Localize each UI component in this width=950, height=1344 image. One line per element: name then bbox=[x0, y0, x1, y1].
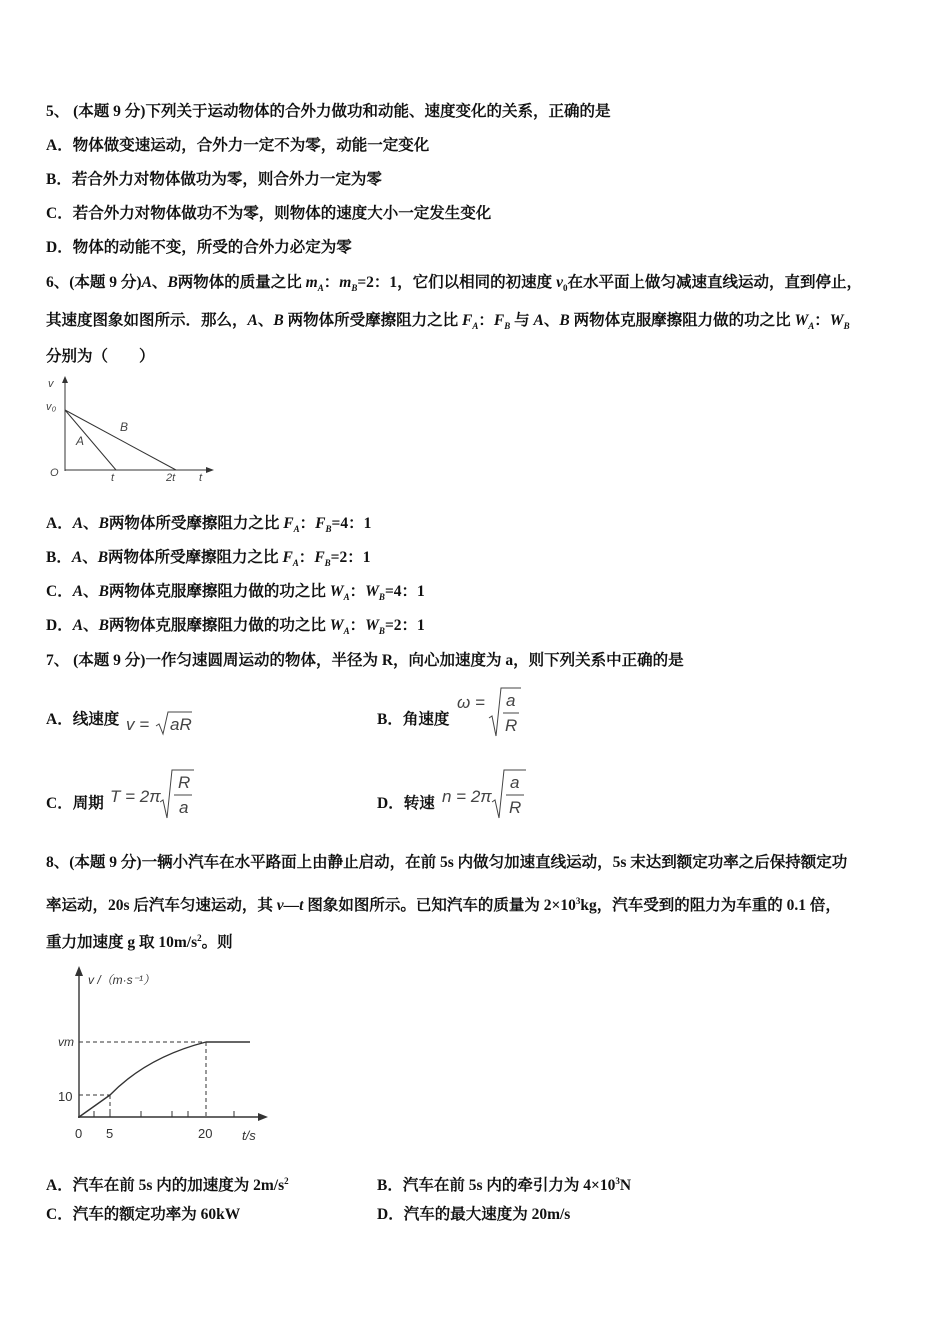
q6-option-a: A．A、B两物体所受摩擦阻力之比 $F_A$：$F_B=4$：1 bbox=[46, 515, 372, 535]
q7-option-b-label: B．角速度 bbox=[377, 711, 450, 728]
q8-option-d: D．汽车的最大速度为 20m/s bbox=[377, 1206, 571, 1223]
q6-stem-line2: 其速度图象如图所示．那么，A、B 两物体所受摩擦阻力之比 $F_A$：$F_B$ 与 A、B 两物体克服摩擦阻力做的功之比 $W_A$：$W_B$ bbox=[46, 312, 850, 332]
q5-option-a: A．物体做变速运动，合外力一定不为零，动能一定变化 bbox=[46, 137, 430, 154]
q7-option-d-label: D．转速 bbox=[377, 795, 435, 812]
q6-origin-label: O bbox=[50, 467, 59, 479]
q6-2t-tick-label: 2t bbox=[166, 472, 176, 484]
q8-stem-line3: 重力加速度 g 取 $10m/s^2$。则 bbox=[46, 933, 233, 952]
q7-c-lhs: T = 2π bbox=[110, 787, 161, 806]
q7-a-radicand: aR bbox=[170, 715, 192, 734]
q8-20-label: 20 bbox=[198, 1126, 213, 1141]
q6-v-axis-arrow bbox=[62, 376, 68, 383]
q7-c-denominator: a bbox=[179, 798, 189, 817]
q5-stem: 5、 (本题 9 分)下列关于运动物体的合外力做功和动能、速度变化的关系，正确的是 bbox=[46, 103, 611, 120]
q8-option-c: C．汽车的额定功率为 60kW bbox=[46, 1206, 241, 1223]
q6-velocity-graph bbox=[44, 373, 219, 485]
q7-a-lhs: v = bbox=[126, 715, 150, 734]
q8-0-label: 0 bbox=[75, 1126, 83, 1141]
q7-b-lhs: ω = bbox=[457, 693, 485, 712]
q6-stem-line3: 分别为（ ） bbox=[46, 348, 155, 365]
q8-t-axis-arrow bbox=[258, 1113, 268, 1121]
q7-d-denominator: R bbox=[509, 798, 522, 817]
q6-v-label: v bbox=[48, 378, 54, 390]
q8-option-b: B．汽车在前 5s 内的牵引力为 $4\times 10^3N$ bbox=[377, 1176, 632, 1195]
q7-option-d-formula bbox=[440, 766, 540, 822]
q7-option-c-label: C．周期 bbox=[46, 795, 104, 812]
q8-10-label: 10 bbox=[58, 1089, 73, 1104]
q7-d-lhs: n = 2π bbox=[442, 787, 492, 806]
q6-t-axis-arrow bbox=[206, 467, 214, 473]
q8-stem-line1: 8、(本题 9 分)一辆小汽车在水平路面上由静止启动，在前 5s 内做匀加速直线运动，5s 末达到额定功率之后保持额定功 bbox=[46, 854, 848, 871]
q8-5-label: 5 bbox=[106, 1126, 114, 1141]
q6-option-b: B．A、B两物体所受摩擦阻力之比 $F_A$：$F_B=2$：1 bbox=[46, 549, 371, 569]
q8-y-axis-label: v /（m·s⁻¹） bbox=[88, 973, 155, 987]
q6-stem-line1: 6、(本题 9 分)A、B两物体的质量之比 $m_A$：$m_B=2$：1，它们以相同的初速度 $v_0$在水平面上做匀减速直线运动，直到停止， bbox=[46, 274, 862, 294]
q6-line-a-label: A bbox=[76, 434, 85, 448]
q6-line-b-label: B bbox=[120, 420, 129, 434]
q8-v-axis-arrow bbox=[75, 966, 83, 976]
q7-stem: 7、 (本题 9 分)一作匀速圆周运动的物体，半径为 R，向心加速度为 a，则下列关系中正确的是 bbox=[46, 652, 684, 669]
q8-option-a: A．汽车在前 5s 内的加速度为 $2m/s^2$ bbox=[46, 1176, 289, 1195]
q7-b-numerator: a bbox=[506, 691, 516, 710]
q8-x-axis-label: t/s bbox=[242, 1128, 256, 1143]
q6-line-a bbox=[65, 410, 116, 470]
q7-d-numerator: a bbox=[510, 773, 520, 792]
q7-option-a-label: A．线速度 bbox=[46, 711, 120, 728]
q6-t-tick-label: t bbox=[111, 472, 115, 484]
q6-option-c: C．A、B两物体克服摩擦阻力做的功之比 $W_A$：$W_B=4$：1 bbox=[46, 583, 425, 603]
q5-option-d: D．物体的动能不变，所受的合外力必定为零 bbox=[46, 239, 352, 256]
q7-option-a-formula bbox=[124, 704, 204, 740]
q6-option-d: D．A、B两物体克服摩擦阻力做的功之比 $W_A$：$W_B=2$：1 bbox=[46, 617, 425, 637]
q8-stem-line2: 率运动，20s 后汽车匀速运动，其 v—t 图象如图所示。已知汽车的质量为 $2\times 10^3kg$，汽车受到的阻力为车重的 0.1 倍， bbox=[46, 896, 841, 915]
q8-vm-label: vm bbox=[58, 1035, 74, 1049]
q7-c-numerator: R bbox=[178, 773, 191, 792]
q5-option-c: C．若合外力对物体做功不为零，则物体的速度大小一定发生变化 bbox=[46, 205, 492, 222]
q8-curve-power bbox=[110, 1042, 206, 1095]
q8-velocity-graph bbox=[52, 962, 272, 1147]
q7-option-b-formula bbox=[455, 684, 535, 740]
q6-v0-label: v₀ bbox=[46, 401, 57, 413]
q6-t-axis-label: t bbox=[199, 472, 203, 484]
q7-b-denominator: R bbox=[505, 716, 518, 735]
q7-option-c-formula bbox=[108, 766, 208, 822]
q5-option-b: B．若合外力对物体做功为零，则合外力一定为零 bbox=[46, 171, 382, 188]
